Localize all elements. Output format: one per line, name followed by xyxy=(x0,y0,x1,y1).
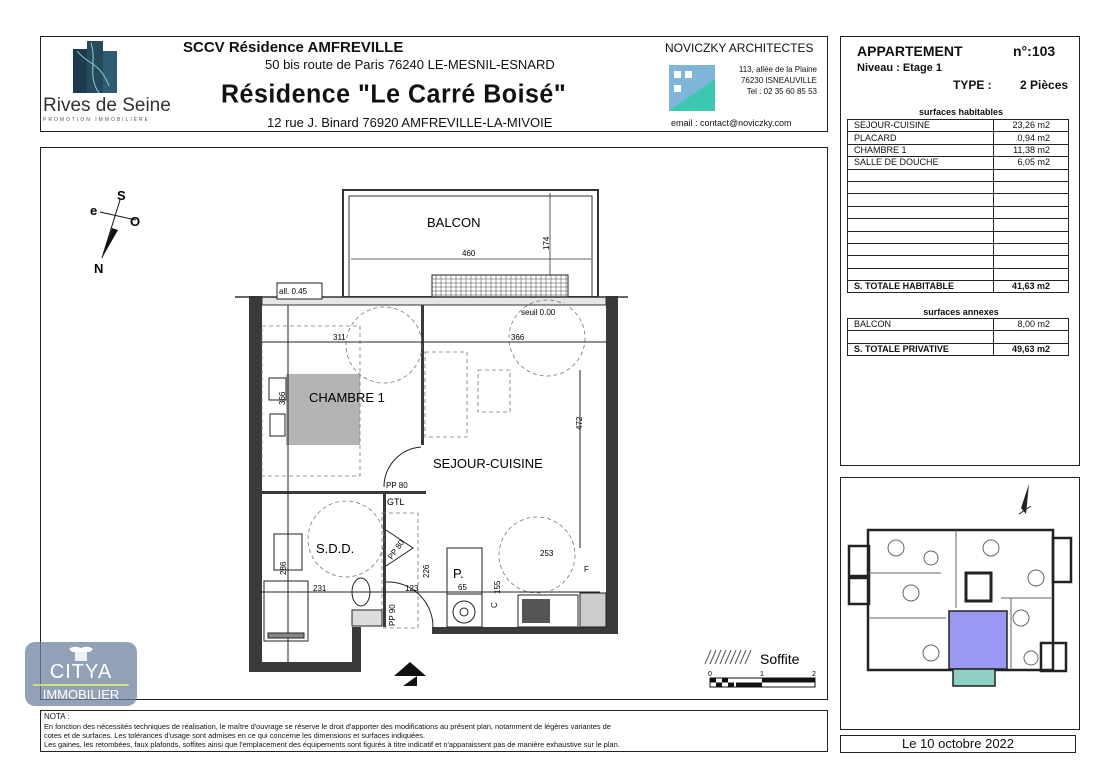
architect-name: NOVICZKY ARCHITECTES xyxy=(665,41,814,55)
annex-title: surfaces annexes xyxy=(923,307,999,317)
dim-226: 226 xyxy=(422,564,431,578)
room-name: PLACARD xyxy=(848,132,994,144)
dim-460: 460 xyxy=(462,249,476,258)
company-address: 50 bis route de Paris 76240 LE-MESNIL-ESNARD xyxy=(265,57,555,72)
dim-231: 231 xyxy=(313,584,327,593)
compass-s: S xyxy=(117,188,126,203)
hatch-icon xyxy=(705,650,751,664)
entrance-arrow-icon xyxy=(394,662,426,686)
type-label: TYPE : xyxy=(953,78,992,92)
scale-0: 0 xyxy=(708,671,712,678)
label-pp80: PP 80 xyxy=(386,481,408,490)
hob-icon xyxy=(522,599,550,623)
label-gtl: GTL xyxy=(387,497,405,507)
nota-line2: cotes et de surfaces. Les tolérances d'usage sont admises en ce qui concerne les dimensions et surfaces indiquées. xyxy=(44,731,426,740)
total-label: S. TOTALE PRIVATIVE xyxy=(848,343,994,355)
watermark-immobilier: IMMOBILIER xyxy=(42,687,120,702)
residence-title: Résidence "Le Carré Boisé" xyxy=(221,79,567,109)
dim-311: 311 xyxy=(333,333,346,342)
label-sejour: SEJOUR-CUISINE xyxy=(433,456,543,471)
label-sdd: S.D.D. xyxy=(316,541,355,556)
architect-email: email : contact@noviczky.com xyxy=(671,118,792,128)
scale-bar xyxy=(708,671,816,687)
architect-address2: 76230 ISNEAUVILLE xyxy=(740,76,817,85)
dim-123: 123 xyxy=(405,584,419,593)
label-allege: all. 0.45 xyxy=(279,287,308,296)
room-name: SEJOUR-CUISINE xyxy=(848,120,994,132)
scale-1: 1 xyxy=(760,671,764,678)
room-area: 6,05 m2 xyxy=(994,157,1069,169)
annex-area: 8,00 m2 xyxy=(994,319,1069,331)
room-name: CHAMBRE 1 xyxy=(848,144,994,156)
column-logo-icon xyxy=(66,645,96,661)
compass-icon xyxy=(90,188,140,276)
dim-65: 65 xyxy=(458,583,467,592)
compass-n: N xyxy=(94,261,104,276)
scale-2: 2 xyxy=(812,671,816,678)
dim-472: 472 xyxy=(575,416,584,430)
label-seuil: seuil 0.00 xyxy=(521,308,556,317)
compass-e: e xyxy=(90,203,98,218)
soffite-legend xyxy=(705,650,800,667)
residence-address: 12 rue J. Binard 76920 AMFREVILLE-LA-MIVOIE xyxy=(267,115,553,130)
total-value: 49,63 m2 xyxy=(994,343,1069,355)
watermark-citya: CITYA xyxy=(49,661,113,683)
nota-title: NOTA : xyxy=(44,712,70,721)
type-value: 2 Pièces xyxy=(1020,78,1069,92)
dim-366: 366 xyxy=(511,333,525,342)
dim-174: 174 xyxy=(542,236,551,250)
label-placard: P. xyxy=(453,566,464,581)
total-label: S. TOTALE HABITABLE xyxy=(848,281,994,293)
total-value: 41,63 m2 xyxy=(994,281,1069,293)
label-chambre: CHAMBRE 1 xyxy=(309,390,385,405)
architect-address1: 113, allée de la Plaine xyxy=(738,65,817,74)
citya-watermark xyxy=(25,642,137,706)
room-name: SALLE DE DOUCHE xyxy=(848,157,994,169)
label-f: F xyxy=(584,565,589,574)
apartment-title: APPARTEMENT xyxy=(857,43,963,59)
logo-tagline: PROMOTION IMMOBILIÈRE xyxy=(43,117,151,123)
habitable-title: surfaces habitables xyxy=(918,107,1004,117)
apartment-number: n°:103 xyxy=(1013,43,1056,59)
architect-tel: Tel : 02 35 60 85 53 xyxy=(746,87,817,96)
label-pp80-2: PP 80 xyxy=(386,538,407,562)
apartment-level: Niveau : Etage 1 xyxy=(857,62,942,74)
chambre-bed-area xyxy=(286,374,360,445)
compass-o: O xyxy=(130,214,141,229)
room-area: 11,38 m2 xyxy=(994,144,1069,156)
date: Le 10 octobre 2022 xyxy=(840,735,1076,753)
room-area: 0,94 m2 xyxy=(994,132,1069,144)
dim-286: 286 xyxy=(279,561,288,575)
label-pp90: PP 90 xyxy=(388,604,397,626)
dim-253: 253 xyxy=(540,549,554,558)
dim-155: 155 xyxy=(493,580,502,594)
nota-box xyxy=(40,710,828,752)
nota-line1: En fonction des nécessités techniques de réalisation, le maître d'ouvrage se réserve le droit d'apporter des modifications au présent plan, notamment de légères variantes de xyxy=(44,722,611,731)
logo-name: Rives de Seine xyxy=(43,95,171,116)
dim-366-vertical: 366 xyxy=(278,391,287,405)
label-balcon: BALCON xyxy=(427,215,481,230)
company-name: SCCV Résidence AMFREVILLE xyxy=(183,39,404,56)
room-area: 23,26 m2 xyxy=(994,120,1069,132)
label-c: C xyxy=(490,602,499,608)
nota-line3: Les gaines, les retombées, faux plafonds, soffites ainsi que l'emplacement des équipements sont figurés à titre indicatif et n'apparaissent pas de manière exhaustive sur le plan. xyxy=(44,740,620,749)
annex-name: BALCON xyxy=(848,319,994,331)
legend-soffite: Soffite xyxy=(760,651,800,667)
